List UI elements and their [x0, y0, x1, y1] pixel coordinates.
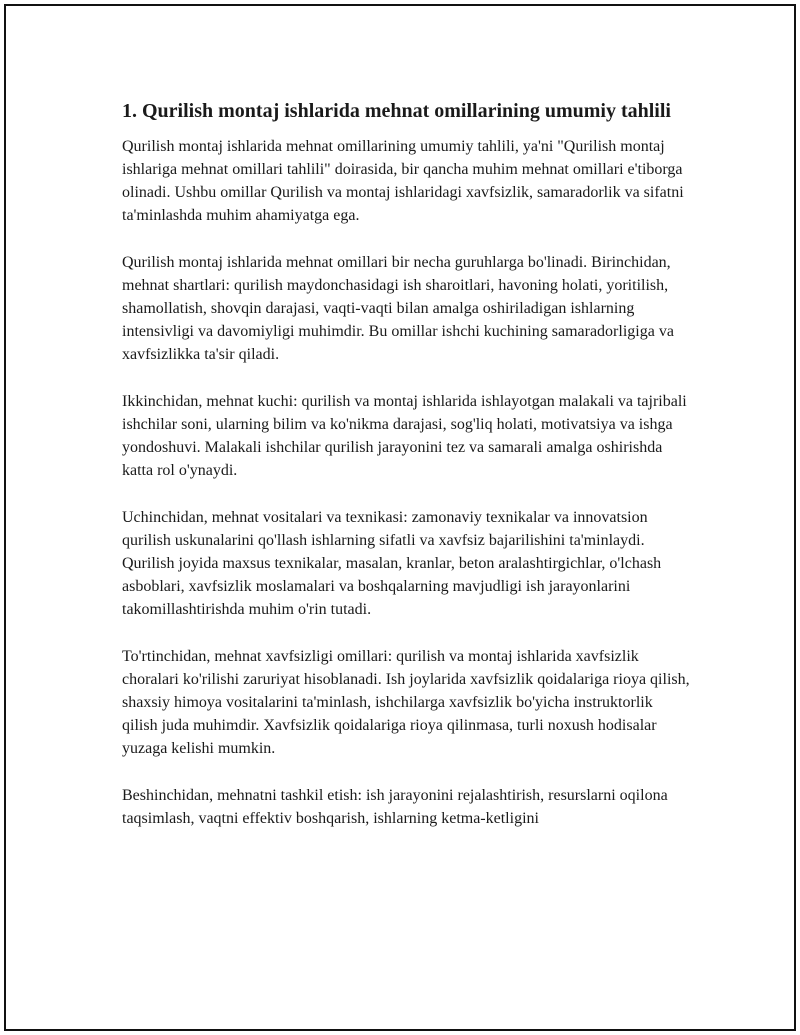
section-heading: 1. Qurilish montaj ishlarida mehnat omillarining umumiy tahlili — [122, 100, 671, 122]
paragraph-safety-factors: To'rtinchidan, mehnat xavfsizligi omillari: qurilish va montaj ishlarida xavfsizlik choralari ko'rilishi zaruriyat hisoblanadi. Ish joylarida xavfsizlik qoidalariga rioya qilish, shaxsiy himoya vositalarini ta'minlash, ishchilarga xavfsizlik bo'yicha instruktorlik qilish juda muhimdir. Xavfsizlik qoidalariga rioya qilinmasa, turli noxush hodisalar yuzaga kelishi mumkin. — [122, 648, 690, 757]
document-body — [122, 97, 692, 854]
paragraph-labor-force: Ikkinchidan, mehnat kuchi: qurilish va montaj ishlarida ishlayotgan malakali va tajribali ishchilar soni, ularning bilim va ko'nikma darajasi, sog'liq holati, motivatsiya va ishga yondoshuvi. Malakali ishchilar qurilish jarayonini tez va samarali amalga oshirishda katta rol o'ynaydi. — [122, 393, 687, 479]
paragraph-intro: Qurilish montaj ishlarida mehnat omillarining umumiy tahlili, ya'ni "Qurilish montaj ishlariga mehnat omillari tahlili" doirasida, bir qancha muhim mehnat omillari e'tiborga olinadi. Ushbu omillar Qurilish va montaj ishlaridagi xavfsizlik, samaradorlik va sifatni ta'minlashda muhim ahamiyatga ega. — [122, 138, 684, 224]
paragraph-work-conditions: Qurilish montaj ishlarida mehnat omillari bir necha guruhlarga bo'linadi. Birinchidan, mehnat shartlari: qurilish maydonchasidagi ish sharoitlari, havoning holati, yoritilish, shamollatish, shovqin darajasi, vaqti-vaqti bilan amalga oshiriladigan ishlarning intensivligi va davomiyligi muhimdir. Bu omillar ishchi kuchining samaradorligiga va xavfsizlikka ta'sir qiladi. — [122, 254, 674, 363]
document-page — [4, 4, 796, 1031]
paragraph-tools-equipment: Uchinchidan, mehnat vositalari va texnikasi: zamonaviy texnikalar va innovatsion qurilish uskunalarini qo'llash ishlarning sifatli va xavfsiz bajarilishini ta'minlaydi. Qurilish joyida maxsus texnikalar, masalan, kranlar, beton aralashtirgichlar, o'lchash asboblari, xavfsizlik moslamalari va boshqalarning mavjudligi ish jarayonlarini takomillashtirishda muhim o'rin tutadi. — [122, 509, 662, 618]
paragraph-work-organization: Beshinchidan, mehnatni tashkil etish: ish jarayonini rejalashtirish, resurslarni oqilona taqsimlash, vaqtni effektiv boshqarish, ishlarning ketma-ketligini — [122, 787, 668, 827]
